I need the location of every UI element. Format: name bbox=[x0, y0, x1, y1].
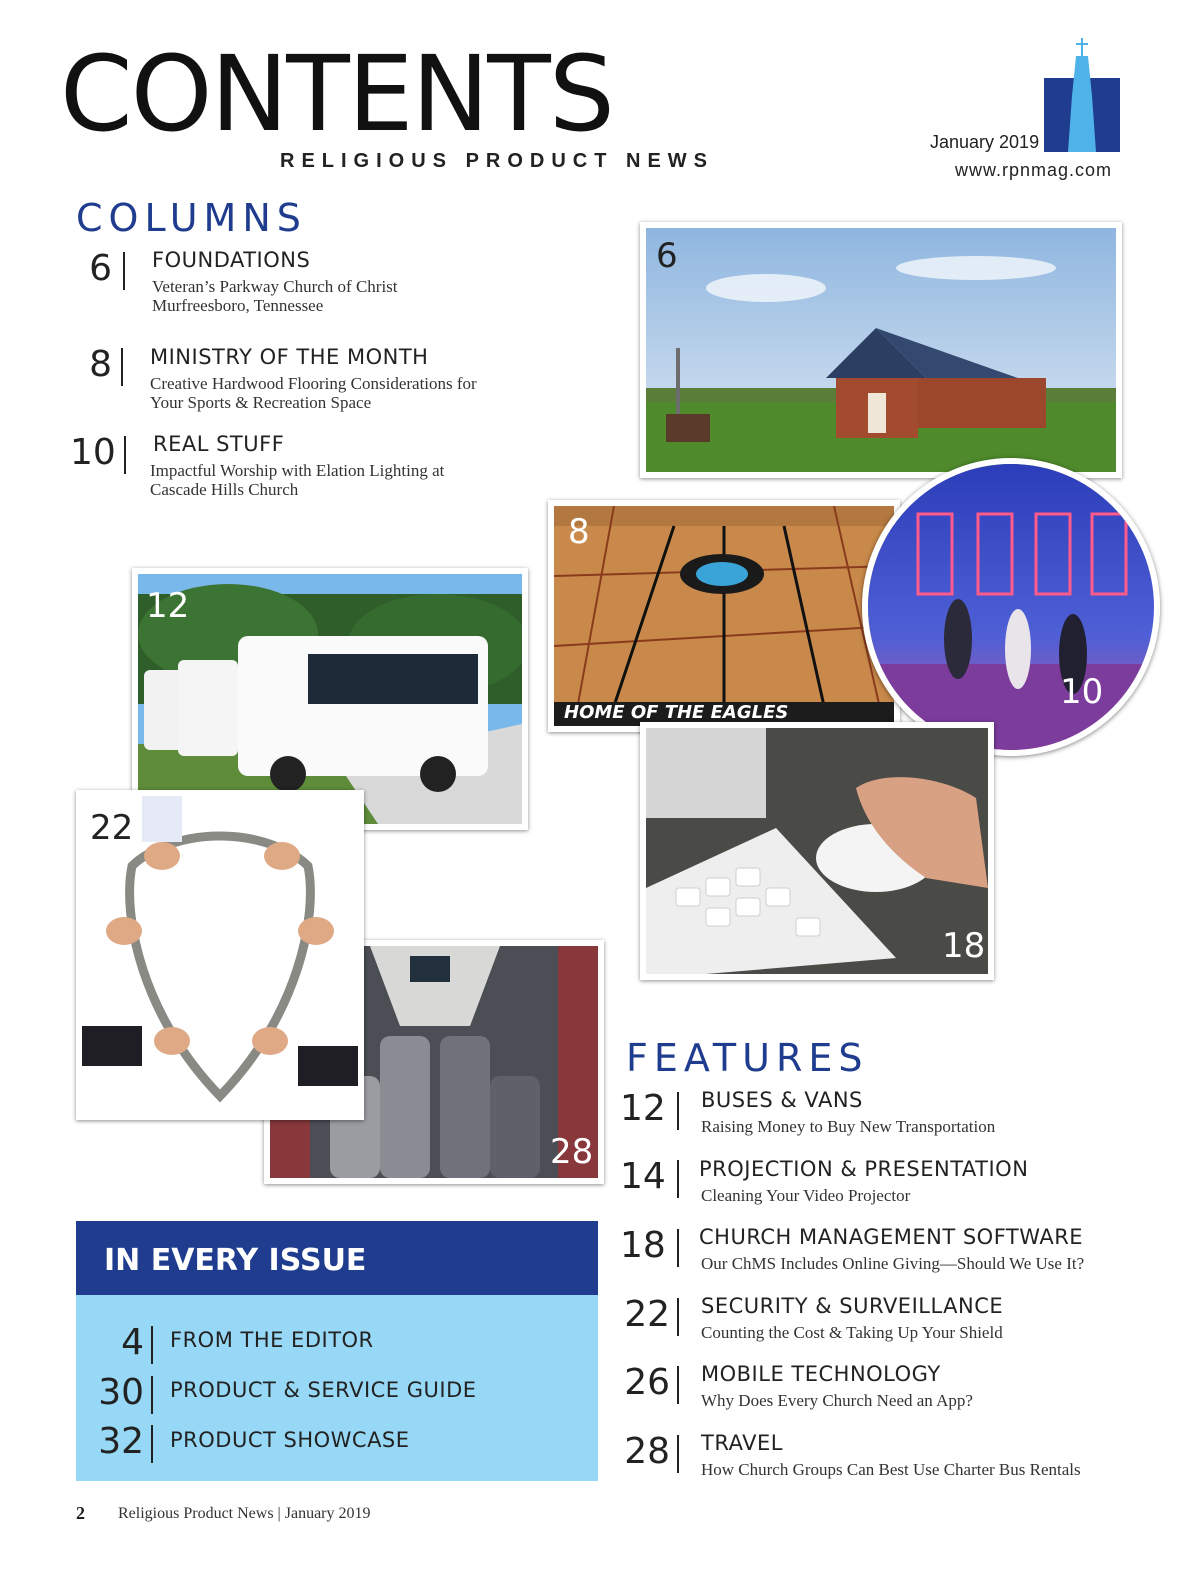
every-issue-page-number: 4 bbox=[121, 1322, 144, 1363]
feature-desc: Counting the Cost & Taking Up Your Shield bbox=[701, 1323, 1003, 1342]
feature-page-number: 22 bbox=[624, 1294, 670, 1335]
divider bbox=[121, 348, 123, 386]
divider bbox=[677, 1160, 679, 1198]
columns-heading: COLUMNS bbox=[76, 196, 307, 240]
column-title: MINISTRY OF THE MONTH bbox=[150, 345, 429, 369]
rope-shield-photo[interactable] bbox=[76, 790, 364, 1120]
footer-page-number: 2 bbox=[76, 1503, 85, 1523]
every-issue-page-number: 30 bbox=[98, 1372, 144, 1413]
feature-title: PROJECTION & PRESENTATION bbox=[699, 1157, 1029, 1181]
worship-stage-photo[interactable] bbox=[862, 458, 1160, 756]
every-issue-title: PRODUCT & SERVICE GUIDE bbox=[170, 1378, 477, 1402]
gym-floor-photo[interactable] bbox=[548, 500, 900, 732]
feature-title: MOBILE TECHNOLOGY bbox=[701, 1362, 941, 1386]
feature-title: BUSES & VANS bbox=[701, 1088, 863, 1112]
divider bbox=[124, 436, 126, 474]
feature-desc: How Church Groups Can Best Use Charter Bus Rentals bbox=[701, 1460, 1081, 1479]
column-page-number: 6 bbox=[89, 248, 112, 289]
feature-desc: Our ChMS Includes Online Giving—Should We Use It? bbox=[701, 1254, 1085, 1273]
every-issue-title: FROM THE EDITOR bbox=[170, 1328, 374, 1352]
column-title: FOUNDATIONS bbox=[152, 248, 311, 272]
feature-desc: Raising Money to Buy New Transportation bbox=[701, 1117, 996, 1136]
divider bbox=[677, 1366, 679, 1404]
divider bbox=[677, 1092, 679, 1130]
photo-page-number: 28 bbox=[550, 1132, 594, 1172]
feature-page-number: 14 bbox=[620, 1156, 666, 1197]
divider bbox=[151, 1326, 153, 1364]
column-desc: Creative Hardwood Flooring Considerations for bbox=[150, 374, 477, 393]
divider bbox=[677, 1298, 679, 1336]
photo-page-number: 22 bbox=[90, 808, 134, 848]
feature-title: CHURCH MANAGEMENT SOFTWARE bbox=[699, 1225, 1084, 1249]
page-title: CONTENTS bbox=[60, 33, 613, 155]
feature-page-number: 28 bbox=[624, 1431, 670, 1472]
column-desc: Murfreesboro, Tennessee bbox=[152, 296, 324, 315]
publication-name: RELIGIOUS PRODUCT NEWS bbox=[280, 150, 715, 172]
website-link[interactable]: www.rpnmag.com bbox=[955, 160, 1113, 180]
church-steeple-logo bbox=[1042, 36, 1122, 152]
column-desc: Impactful Worship with Elation Lighting at bbox=[150, 461, 445, 480]
footer-text: Religious Product News | January 2019 bbox=[118, 1505, 371, 1522]
divider bbox=[677, 1435, 679, 1473]
feature-title: TRAVEL bbox=[701, 1431, 783, 1455]
column-page-number: 10 bbox=[70, 432, 116, 473]
column-page-number: 8 bbox=[89, 344, 112, 385]
feature-page-number: 26 bbox=[624, 1362, 670, 1403]
feature-page-number: 18 bbox=[620, 1225, 666, 1266]
column-title: REAL STUFF bbox=[153, 432, 285, 456]
divider bbox=[151, 1376, 153, 1414]
church-photo[interactable] bbox=[640, 222, 1122, 478]
floor-caption: HOME OF THE EAGLES bbox=[564, 702, 789, 723]
issue-date: January 2019 bbox=[930, 132, 1040, 152]
feature-desc: Why Does Every Church Need an App? bbox=[701, 1391, 973, 1410]
photo-page-number: 18 bbox=[942, 926, 986, 966]
every-issue-title: PRODUCT SHOWCASE bbox=[170, 1428, 410, 1452]
photo-page-number: 12 bbox=[146, 586, 190, 626]
feature-desc: Cleaning Your Video Projector bbox=[701, 1186, 911, 1205]
photo-page-number: 8 bbox=[568, 512, 590, 552]
photo-page-number: 6 bbox=[656, 236, 678, 276]
feature-page-number: 12 bbox=[620, 1088, 666, 1129]
photo-page-number: 10 bbox=[1060, 672, 1104, 712]
column-desc: Cascade Hills Church bbox=[150, 480, 299, 499]
column-desc: Veteran’s Parkway Church of Christ bbox=[152, 277, 398, 296]
feature-title: SECURITY & SURVEILLANCE bbox=[701, 1294, 1004, 1318]
keyboard-mouse-photo[interactable] bbox=[640, 722, 994, 980]
divider bbox=[123, 252, 125, 290]
column-desc: Your Sports & Recreation Space bbox=[150, 393, 372, 412]
every-issue-page-number: 32 bbox=[98, 1421, 144, 1462]
divider bbox=[151, 1425, 153, 1463]
every-issue-heading: IN EVERY ISSUE bbox=[104, 1243, 367, 1278]
divider bbox=[677, 1229, 679, 1267]
features-heading: FEATURES bbox=[626, 1036, 869, 1080]
